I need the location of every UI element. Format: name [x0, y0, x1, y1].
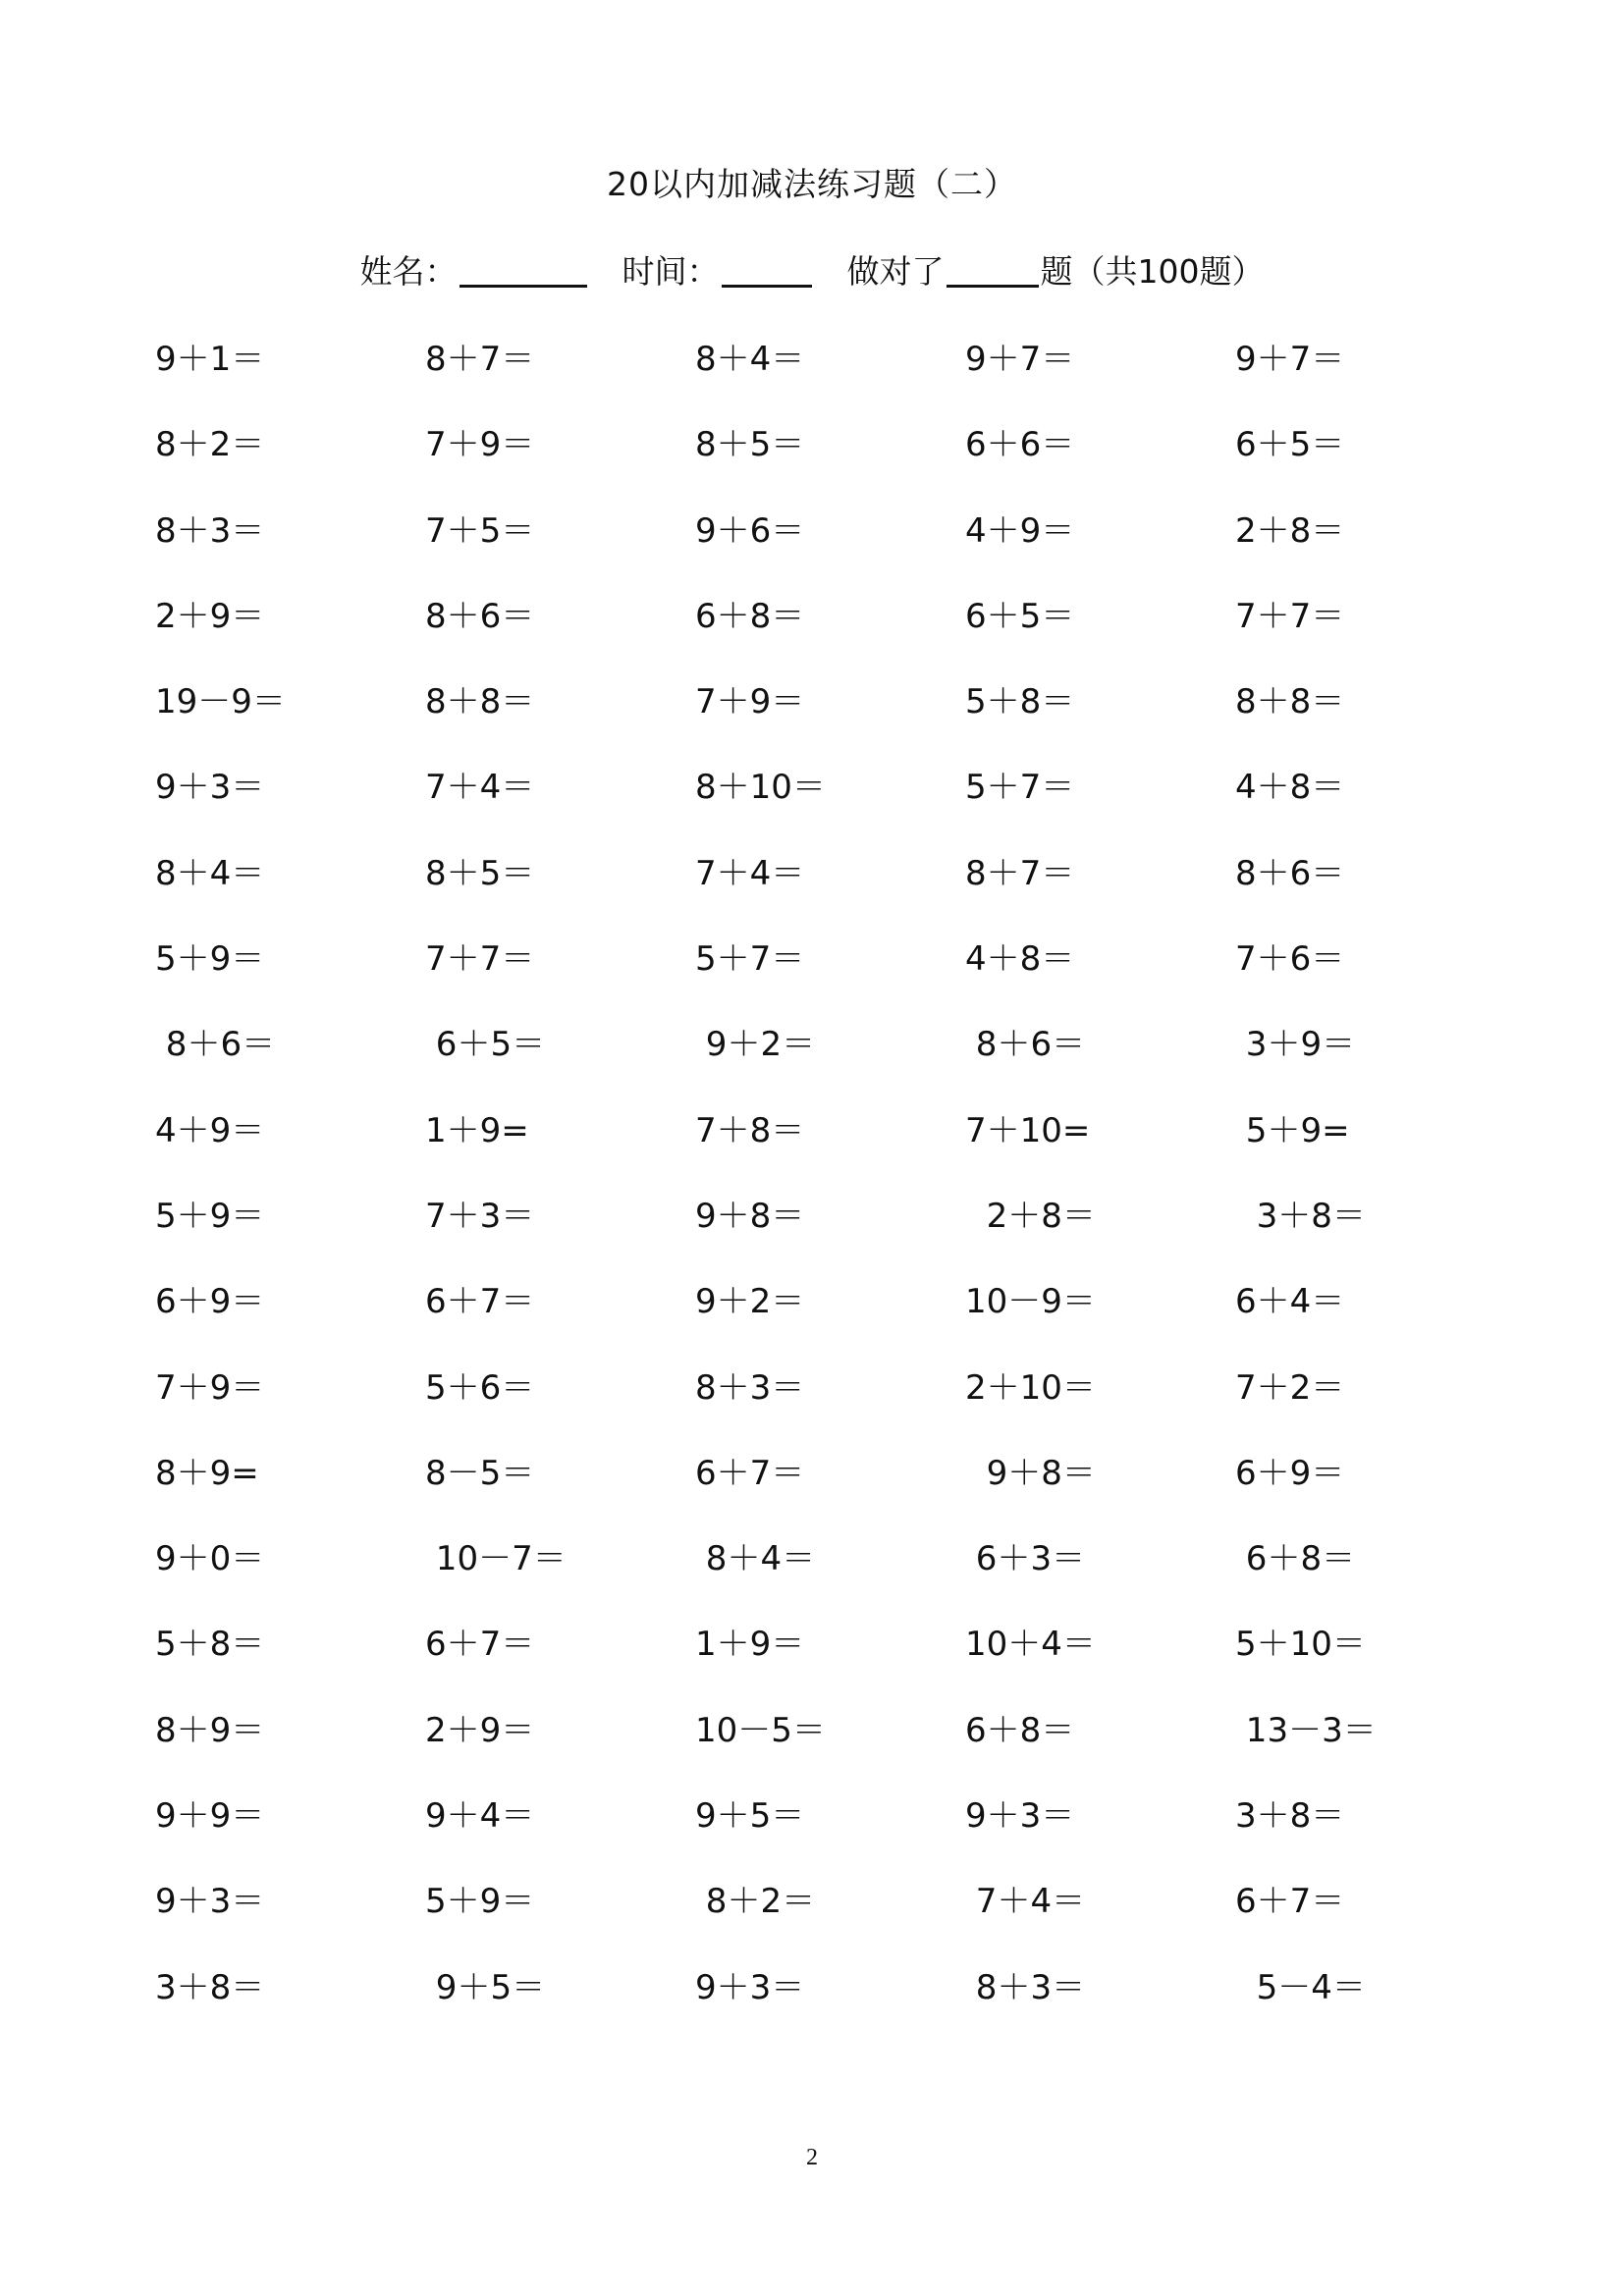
math-problem: 8＋6＝: [965, 1025, 1086, 1065]
time-blank[interactable]: [722, 251, 812, 288]
math-problem: 9＋3＝: [965, 1796, 1075, 1837]
name-label: 姓名：: [359, 252, 458, 291]
math-problem: 8＋2＝: [155, 425, 265, 465]
math-problem: 5－4＝: [1235, 1967, 1366, 2007]
math-problem: 9＋1＝: [155, 340, 265, 379]
math-problem: 8＋6＝: [425, 596, 535, 636]
math-problem: 8＋6＝: [155, 1025, 276, 1065]
math-problem: 8＋9＝: [155, 1710, 265, 1750]
math-problem: 8－5＝: [425, 1453, 535, 1493]
math-problem: 6＋7＝: [1235, 1882, 1345, 1922]
math-problem: 13－3＝: [1235, 1710, 1377, 1750]
time-group: [623, 250, 814, 294]
math-problem: 10＋4＝: [965, 1625, 1096, 1665]
math-problem: 3＋8＝: [155, 1967, 265, 2007]
math-problem: 7＋7＝: [1235, 596, 1345, 636]
math-problem: 6＋8＝: [965, 1710, 1075, 1750]
math-problem: 6＋9＝: [155, 1282, 265, 1322]
math-problem: 1＋9=: [425, 1110, 529, 1150]
math-problem: 9＋9＝: [155, 1796, 265, 1837]
math-problem: 6＋6＝: [965, 425, 1075, 465]
math-problem: 8＋4＝: [155, 853, 265, 893]
math-problem: 8＋6＝: [1235, 853, 1345, 893]
math-problem: 7＋4＝: [425, 768, 535, 808]
math-problem: 7＋6＝: [1235, 939, 1345, 980]
math-problem: 7＋9＝: [695, 682, 805, 722]
math-problem: 8＋3＝: [695, 1367, 805, 1408]
math-problem: 8＋7＝: [425, 340, 535, 379]
math-problem: 8＋5＝: [425, 853, 535, 893]
math-problem: 6＋7＝: [425, 1625, 535, 1665]
math-problem: 8＋8＝: [1235, 682, 1345, 722]
math-problem: 3＋8＝: [1235, 1796, 1345, 1837]
math-problem: 9＋3＝: [155, 1882, 265, 1922]
math-problem: 9＋7＝: [965, 340, 1075, 379]
math-problem: 7＋4＝: [965, 1882, 1086, 1922]
math-problem: 5＋9＝: [425, 1882, 535, 1922]
math-problem: 6＋7＝: [695, 1453, 805, 1493]
math-problem: 5＋9=: [1235, 1110, 1350, 1150]
math-problem: 9＋2＝: [695, 1282, 805, 1322]
math-problem: 9＋4＝: [425, 1796, 535, 1837]
math-problem: 9＋8＝: [965, 1453, 1096, 1493]
math-problem: 6＋4＝: [1235, 1282, 1345, 1322]
math-problem: 5＋10＝: [1235, 1625, 1366, 1665]
name-blank[interactable]: [460, 251, 587, 288]
math-problem: 10－7＝: [425, 1539, 567, 1579]
math-problem: 8＋3＝: [965, 1967, 1086, 2007]
math-problem: 4＋9＝: [965, 510, 1075, 551]
math-problem: 5＋8＝: [155, 1625, 265, 1665]
math-problem: 7＋7＝: [425, 939, 535, 980]
math-problem: 7＋2＝: [1235, 1367, 1345, 1408]
student-info-line: [0, 250, 1624, 294]
math-problem: 8＋4＝: [695, 1539, 816, 1579]
name-group: [360, 250, 589, 294]
math-problem: 19－9＝: [155, 682, 286, 722]
page-number: 2: [806, 2145, 818, 2170]
math-problem: 7＋5＝: [425, 510, 535, 551]
math-problem: 7＋4＝: [695, 853, 805, 893]
math-problem: 2＋9＝: [425, 1710, 535, 1750]
math-problem: 2＋8＝: [1235, 510, 1345, 551]
math-problem: 6＋9＝: [1235, 1453, 1345, 1493]
correct-suffix: 题（共100题）: [1040, 252, 1265, 291]
math-problem: 2＋10＝: [965, 1367, 1096, 1408]
math-problem: 6＋7＝: [425, 1282, 535, 1322]
math-problem: 9＋0＝: [155, 1539, 265, 1579]
math-problem: 9＋5＝: [425, 1967, 546, 2007]
math-problem: 9＋3＝: [155, 768, 265, 808]
worksheet-title: 20以内加减法练习题（二）: [607, 165, 1017, 203]
math-problem: 9＋7＝: [1235, 340, 1345, 379]
math-problem: 4＋9＝: [155, 1110, 265, 1150]
math-problem: 5＋9＝: [155, 939, 265, 980]
math-problem: 7＋10=: [965, 1110, 1091, 1150]
math-problem: 6＋5＝: [1235, 425, 1345, 465]
math-problem: 9＋8＝: [695, 1196, 805, 1236]
correct-prefix: 做对了: [846, 252, 945, 291]
math-problem: 8＋5＝: [695, 425, 805, 465]
math-problem: 8＋2＝: [695, 1882, 816, 1922]
math-problem: 8＋8＝: [425, 682, 535, 722]
math-problem: 5＋7＝: [965, 768, 1075, 808]
math-problem: 2＋8＝: [965, 1196, 1096, 1236]
math-problem: 9＋2＝: [695, 1025, 816, 1065]
math-problem: 6＋8＝: [1235, 1539, 1356, 1579]
math-problem: 5＋6＝: [425, 1367, 535, 1408]
math-problem: 3＋9＝: [1235, 1025, 1356, 1065]
score-group: [847, 250, 1265, 294]
math-problem: 9＋6＝: [695, 510, 805, 551]
math-problem: 6＋5＝: [965, 596, 1075, 636]
math-problem: 7＋8＝: [695, 1110, 805, 1150]
math-problem: 7＋9＝: [155, 1367, 265, 1408]
math-problem: 10－5＝: [695, 1710, 826, 1750]
math-problem: 8＋7＝: [965, 853, 1075, 893]
math-problem: 8＋9=: [155, 1453, 259, 1493]
math-problem: 7＋9＝: [425, 425, 535, 465]
math-problem: 5＋9＝: [155, 1196, 265, 1236]
math-problem: 9＋3＝: [695, 1967, 805, 2007]
math-problem: 4＋8＝: [965, 939, 1075, 980]
time-label: 时间：: [622, 252, 720, 291]
math-problem: 5＋7＝: [695, 939, 805, 980]
correct-count-blank[interactable]: [947, 251, 1039, 288]
math-problem: 3＋8＝: [1235, 1196, 1366, 1236]
math-problem: 6＋3＝: [965, 1539, 1086, 1579]
math-problem: 6＋5＝: [425, 1025, 546, 1065]
math-problem: 8＋4＝: [695, 340, 805, 379]
math-problem: 5＋8＝: [965, 682, 1075, 722]
math-problem: 10－9＝: [965, 1282, 1096, 1322]
math-problem: 7＋3＝: [425, 1196, 535, 1236]
math-problem: 9＋5＝: [695, 1796, 805, 1837]
math-problem: 6＋8＝: [695, 596, 805, 636]
math-problem: 8＋3＝: [155, 510, 265, 551]
math-problem: 4＋8＝: [1235, 768, 1345, 808]
math-problem: 8＋10＝: [695, 768, 826, 808]
math-problem: 1＋9＝: [695, 1625, 805, 1665]
math-problem: 2＋9＝: [155, 596, 265, 636]
